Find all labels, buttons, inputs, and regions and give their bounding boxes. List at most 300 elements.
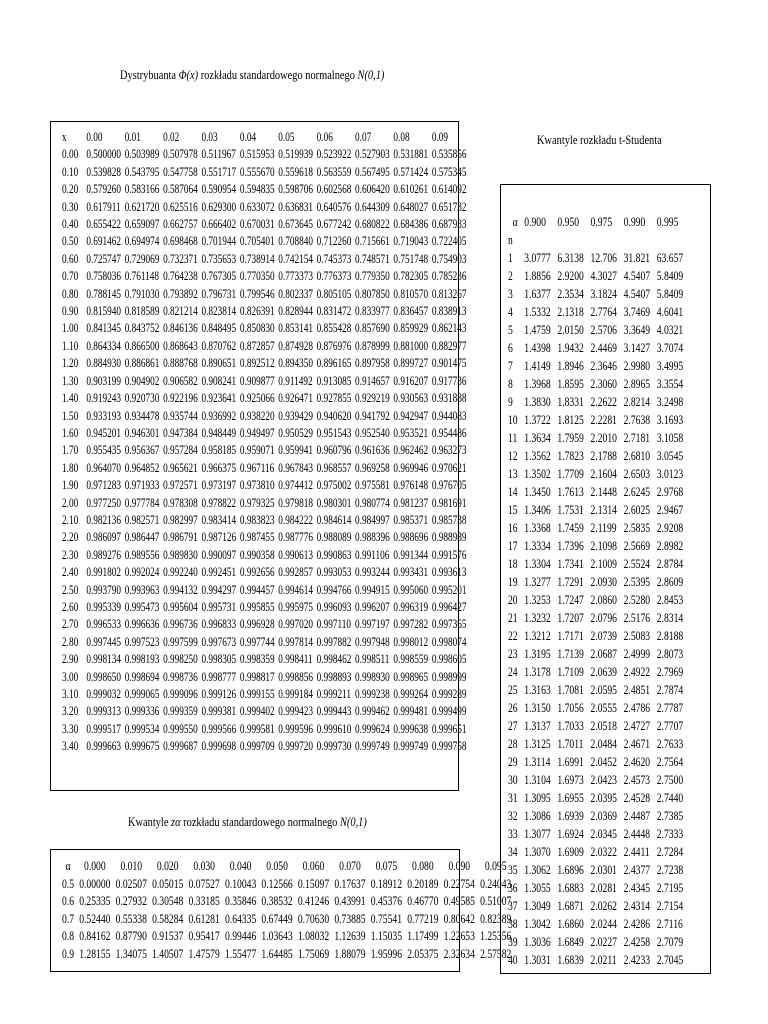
phi-cell: 0.980774 bbox=[355, 495, 390, 510]
phi-cell: 0.973810 bbox=[239, 478, 275, 493]
t-header-cell bbox=[518, 231, 551, 249]
t-cell: 1.7709 bbox=[557, 466, 584, 481]
t-cell: 1.8125 bbox=[557, 412, 584, 427]
phi-cell: 0.977784 bbox=[124, 495, 160, 510]
t-cell: 2.0687 bbox=[590, 646, 617, 661]
phi-cell: 0.992857 bbox=[278, 565, 313, 580]
phi-cell: 0.651732 bbox=[431, 199, 467, 214]
t-cell: 1.4149 bbox=[524, 358, 551, 373]
t-cell: 5.8409 bbox=[656, 268, 684, 283]
t-cell: 1.7959 bbox=[557, 430, 584, 445]
t-row-label: 6 bbox=[508, 340, 513, 355]
t-row bbox=[508, 357, 683, 375]
phi-cell: 0.917736 bbox=[431, 373, 467, 388]
t-cell: 2.0345 bbox=[590, 826, 617, 841]
phi-cell: 0.876976 bbox=[316, 338, 352, 353]
nq-cell: 1.08032 bbox=[297, 928, 330, 943]
nq-cell: 0.87790 bbox=[115, 928, 147, 943]
phi-row-label: 1.80 bbox=[62, 460, 79, 475]
phi-cell: 0.998134 bbox=[86, 652, 122, 667]
phi-cell: 0.515953 bbox=[239, 147, 275, 162]
phi-cell: 0.999651 bbox=[431, 721, 467, 736]
phi-title-symbol: Φ(x) bbox=[178, 67, 199, 82]
phi-cell: 0.994766 bbox=[316, 582, 352, 597]
phi-cell: 0.935744 bbox=[163, 408, 198, 423]
phi-row-label: 0.90 bbox=[62, 304, 79, 319]
t-row bbox=[508, 933, 683, 951]
phi-row bbox=[62, 286, 467, 303]
t-row-label: 4 bbox=[508, 304, 513, 319]
phi-cell: 0.954486 bbox=[431, 425, 467, 440]
t-cell: 1.3104 bbox=[524, 772, 551, 787]
nq-cell: 0.15097 bbox=[297, 875, 330, 891]
t-cell: 1.4759 bbox=[524, 322, 551, 337]
phi-cell: 0.999624 bbox=[355, 721, 390, 736]
t-cell: 2.4851 bbox=[623, 682, 651, 697]
phi-cell: 0.886861 bbox=[124, 356, 160, 371]
phi-cell: 0.940620 bbox=[316, 408, 352, 423]
t-row-label: 26 bbox=[508, 700, 518, 715]
phi-cell: 0.964852 bbox=[124, 460, 160, 475]
phi-row-label: 2.50 bbox=[62, 582, 79, 597]
nq-header-cell: α bbox=[65, 858, 71, 873]
t-cell: 2.8965 bbox=[623, 376, 651, 391]
phi-cell: 0.973197 bbox=[201, 478, 237, 493]
t-row-label: 34 bbox=[508, 844, 518, 859]
t-cell: 1.3232 bbox=[524, 610, 551, 625]
phi-cell: 0.884930 bbox=[86, 356, 122, 371]
t-row-label: 17 bbox=[508, 538, 518, 553]
phi-cell: 0.995855 bbox=[239, 599, 275, 614]
phi-cell: 0.961636 bbox=[355, 443, 390, 458]
phi-cell: 0.904902 bbox=[124, 373, 160, 388]
phi-row bbox=[62, 355, 467, 372]
phi-cell: 0.991344 bbox=[393, 547, 429, 562]
phi-cell: 0.945201 bbox=[86, 425, 122, 440]
nq-cell: 0.45376 bbox=[370, 893, 403, 908]
t-cell: 2.4233 bbox=[623, 952, 651, 967]
phi-cell: 0.992451 bbox=[201, 565, 237, 580]
phi-cell: 0.964070 bbox=[86, 460, 122, 475]
t-cell: 2.0930 bbox=[590, 574, 617, 589]
t-cell: 2.5669 bbox=[623, 538, 651, 553]
t-row bbox=[508, 267, 683, 285]
t-cell: 2.9467 bbox=[656, 502, 684, 517]
t-cell: 1.7207 bbox=[557, 610, 584, 625]
t-cell: 2.5083 bbox=[623, 628, 651, 643]
t-row bbox=[508, 447, 683, 465]
phi-cell: 0.896165 bbox=[316, 356, 352, 371]
nq-cell: 0.38532 bbox=[261, 893, 293, 908]
phi-cell: 0.999481 bbox=[393, 704, 429, 719]
phi-cell: 0.999566 bbox=[201, 721, 237, 736]
phi-cell: 0.908241 bbox=[201, 373, 237, 388]
phi-cell: 0.587064 bbox=[163, 182, 198, 197]
nq-cell: 1.75069 bbox=[297, 945, 330, 961]
phi-cell: 0.640576 bbox=[316, 199, 352, 214]
phi-cell: 0.996736 bbox=[163, 617, 198, 632]
phi-cell: 0.959941 bbox=[278, 443, 313, 458]
t-cell: 2.7284 bbox=[656, 844, 684, 859]
t-cell: 2.5176 bbox=[623, 610, 651, 625]
t-row-label: 29 bbox=[508, 754, 518, 769]
phi-row bbox=[62, 582, 467, 599]
phi-cell: 0.729069 bbox=[124, 251, 160, 266]
phi-cell: 0.986097 bbox=[86, 530, 122, 545]
phi-cell: 0.579260 bbox=[86, 182, 122, 197]
nq-cell: 0.52440 bbox=[79, 910, 111, 926]
phi-cell: 0.976705 bbox=[431, 478, 467, 493]
t-cell: 31.821 bbox=[623, 250, 651, 265]
phi-cell: 0.985371 bbox=[393, 512, 429, 527]
nq-cell: 1.03643 bbox=[261, 928, 293, 943]
phi-row bbox=[62, 251, 467, 268]
phi-cell: 0.788145 bbox=[86, 286, 122, 301]
t-cell: 2.7707 bbox=[656, 718, 684, 733]
t-cell: 3.4995 bbox=[656, 358, 684, 373]
phi-row-label: 0.80 bbox=[62, 286, 79, 301]
t-cell: 2.0211 bbox=[590, 952, 617, 967]
t-row bbox=[508, 627, 683, 645]
t-table bbox=[508, 213, 683, 969]
phi-cell: 0.984997 bbox=[355, 512, 390, 527]
nq-cell: 0.30548 bbox=[152, 893, 184, 908]
phi-title-prefix: Dystrybuanta bbox=[120, 67, 179, 82]
t-row-label: 7 bbox=[508, 358, 513, 373]
phi-cell: 0.680822 bbox=[355, 217, 390, 232]
nq-cell: 0.95417 bbox=[188, 928, 220, 943]
phi-header-cell: 0.08 bbox=[393, 130, 410, 144]
phi-cell: 0.888768 bbox=[163, 356, 198, 371]
phi-row bbox=[62, 651, 467, 668]
phi-row-label: 3.20 bbox=[62, 704, 79, 719]
phi-cell: 0.978308 bbox=[163, 495, 198, 510]
phi-row bbox=[62, 669, 467, 686]
phi-cell: 0.999126 bbox=[201, 687, 237, 701]
t-row-label: 27 bbox=[508, 718, 518, 733]
phi-cell: 0.606420 bbox=[355, 182, 390, 197]
t-row-label: 14 bbox=[508, 484, 518, 499]
phi-row-label: 0.60 bbox=[62, 251, 79, 266]
phi-row-label: 0.40 bbox=[62, 217, 79, 232]
phi-cell: 0.761148 bbox=[124, 269, 160, 284]
phi-cell: 0.701944 bbox=[201, 234, 237, 249]
nq-cell: 0.22754 bbox=[443, 875, 475, 891]
t-cell: 2.0484 bbox=[590, 736, 617, 751]
phi-cell: 0.598706 bbox=[278, 182, 313, 197]
nq-row bbox=[62, 892, 511, 910]
t-cell: 2.4411 bbox=[623, 844, 650, 859]
nq-cell: 0.82389 bbox=[480, 910, 512, 926]
phi-cell: 0.758036 bbox=[86, 269, 122, 284]
t-row bbox=[508, 573, 683, 591]
phi-row-label: 2.30 bbox=[62, 547, 79, 562]
phi-cell: 0.994614 bbox=[278, 582, 313, 597]
t-cell: 2.4573 bbox=[623, 772, 651, 787]
phi-cell: 0.655422 bbox=[86, 217, 122, 232]
phi-row-label: 0.00 bbox=[62, 147, 79, 162]
t-cell: 2.4448 bbox=[623, 826, 651, 841]
nq-cell: 1.47579 bbox=[188, 945, 220, 961]
t-cell: 3.2498 bbox=[656, 394, 684, 409]
t-cell: 2.7154 bbox=[656, 898, 684, 913]
nq-cell: 0.43991 bbox=[334, 893, 366, 908]
phi-cell: 0.998650 bbox=[86, 669, 122, 684]
t-row-label: 15 bbox=[508, 502, 518, 517]
t-cell: 2.3534 bbox=[557, 286, 584, 301]
phi-cell: 0.848495 bbox=[201, 321, 237, 336]
phi-cell: 0.998999 bbox=[431, 669, 467, 684]
phi-cell: 0.666402 bbox=[201, 217, 237, 232]
nq-cell: 0.12566 bbox=[261, 875, 293, 891]
phi-cell: 0.993790 bbox=[86, 582, 122, 597]
phi-cell: 0.999720 bbox=[278, 739, 313, 754]
phi-cell: 0.796731 bbox=[201, 286, 237, 301]
t-cell: 3.7074 bbox=[656, 340, 684, 355]
t-cell: 4.0321 bbox=[656, 322, 684, 337]
t-row bbox=[508, 411, 683, 429]
phi-cell: 0.999698 bbox=[201, 739, 237, 754]
nq-cell: 0.18912 bbox=[370, 875, 403, 891]
phi-row bbox=[62, 233, 467, 250]
phi-cell: 0.997365 bbox=[431, 617, 467, 632]
t-cell: 2.7238 bbox=[656, 862, 684, 877]
t-cell: 2.8784 bbox=[656, 556, 684, 571]
t-cell: 2.7045 bbox=[656, 952, 684, 967]
phi-cell: 0.987126 bbox=[201, 530, 237, 545]
t-cell: 1.3406 bbox=[524, 502, 551, 517]
t-cell: 2.9768 bbox=[656, 484, 684, 499]
phi-cell: 0.969258 bbox=[355, 460, 390, 475]
t-cell: 1.6839 bbox=[557, 952, 584, 967]
phi-cell: 0.862143 bbox=[431, 321, 467, 336]
t-cell: 2.4999 bbox=[623, 646, 651, 661]
t-row bbox=[508, 609, 683, 627]
phi-cell: 0.997523 bbox=[124, 634, 160, 649]
phi-cell: 0.948449 bbox=[201, 425, 237, 440]
phi-cell: 0.926471 bbox=[278, 391, 313, 406]
t-row bbox=[508, 375, 683, 393]
phi-cell: 0.997882 bbox=[316, 634, 352, 649]
nq-cell: 0.20189 bbox=[407, 875, 439, 891]
t-row bbox=[508, 951, 683, 969]
t-cell: 1.3070 bbox=[524, 844, 551, 859]
phi-cell: 0.997948 bbox=[355, 634, 390, 649]
t-cell: 2.8314 bbox=[656, 610, 684, 625]
phi-cell: 0.539828 bbox=[86, 164, 122, 179]
nq-cell: 0.27932 bbox=[115, 893, 147, 908]
t-row bbox=[508, 879, 683, 897]
phi-cell: 0.722405 bbox=[431, 234, 467, 249]
t-cell: 2.4345 bbox=[623, 880, 651, 895]
phi-cell: 0.999499 bbox=[431, 704, 467, 719]
t-cell: 2.4786 bbox=[623, 700, 651, 715]
t-cell: 1.6860 bbox=[557, 916, 584, 931]
phi-cell: 0.773373 bbox=[278, 269, 313, 284]
phi-cell: 0.807850 bbox=[355, 286, 390, 301]
t-header-cell: 0.995 bbox=[656, 214, 679, 229]
phi-cell: 0.531881 bbox=[393, 147, 429, 162]
phi-cell: 0.990863 bbox=[316, 547, 352, 562]
phi-cell: 0.857690 bbox=[355, 321, 390, 336]
t-row bbox=[508, 483, 683, 501]
t-row bbox=[508, 591, 683, 609]
phi-cell: 0.999534 bbox=[124, 721, 160, 736]
t-row bbox=[508, 663, 683, 681]
phi-title-mid: rozkładu standardowego normalnego bbox=[198, 67, 358, 82]
phi-cell: 0.998965 bbox=[393, 669, 429, 684]
phi-cell: 0.779350 bbox=[355, 269, 390, 284]
t-cell: 3.7469 bbox=[623, 304, 651, 319]
nq-cell: 0.84162 bbox=[79, 928, 111, 943]
t-row bbox=[508, 537, 683, 555]
phi-cell: 0.815940 bbox=[86, 304, 122, 319]
nq-cell: 1.88079 bbox=[334, 945, 366, 961]
nq-header-cell: 0.030 bbox=[193, 858, 215, 873]
t-row bbox=[508, 555, 683, 573]
phi-cell: 0.998893 bbox=[316, 669, 352, 684]
nq-header-cell: 0.000 bbox=[84, 858, 106, 873]
phi-row bbox=[62, 703, 467, 720]
t-cell: 1.7341 bbox=[557, 556, 584, 571]
phi-cell: 0.992024 bbox=[124, 565, 160, 580]
nq-header-cell: 0.050 bbox=[266, 858, 288, 873]
phi-cell: 0.989556 bbox=[124, 547, 160, 562]
t-header-cell: 0.990 bbox=[623, 214, 646, 229]
phi-cell: 0.998411 bbox=[278, 652, 313, 667]
normal-quantiles-title bbox=[128, 814, 367, 830]
t-cell: 3.1427 bbox=[623, 340, 651, 355]
t-cell: 2.4286 bbox=[623, 916, 651, 931]
phi-cell: 0.881000 bbox=[393, 338, 429, 353]
phi-cell: 0.813267 bbox=[431, 286, 467, 301]
t-cell: 1.3722 bbox=[524, 412, 551, 427]
phi-cell: 0.999675 bbox=[124, 739, 160, 754]
phi-cell: 0.997282 bbox=[393, 617, 429, 632]
phi-cell: 0.644309 bbox=[355, 199, 390, 214]
phi-cell: 0.999709 bbox=[239, 739, 275, 754]
t-cell: 2.1098 bbox=[590, 538, 617, 553]
nq-cell: 1.64485 bbox=[261, 945, 293, 961]
phi-cell: 0.785236 bbox=[431, 269, 467, 284]
nq-cell: 1.12639 bbox=[334, 928, 366, 943]
phi-cell: 0.500000 bbox=[86, 147, 122, 162]
nq-cell: 0.61281 bbox=[188, 910, 220, 926]
t-cell: 1.3049 bbox=[524, 898, 551, 913]
phi-cell: 0.833977 bbox=[355, 304, 390, 319]
phi-cell: 0.997197 bbox=[355, 617, 390, 632]
t-row bbox=[508, 915, 683, 933]
phi-cell: 0.998930 bbox=[355, 669, 390, 684]
t-row-label: 37 bbox=[508, 898, 518, 913]
t-cell: 2.9200 bbox=[557, 268, 584, 283]
phi-cell: 0.969946 bbox=[393, 460, 429, 475]
t-cell: 2.8188 bbox=[656, 628, 684, 643]
t-cell: 1.4398 bbox=[524, 340, 551, 355]
phi-row-label: 2.80 bbox=[62, 634, 79, 649]
nq-cell: 1.28155 bbox=[79, 945, 111, 961]
nq-row-label: 0.7 bbox=[62, 910, 75, 926]
phi-cell: 0.979325 bbox=[239, 495, 275, 510]
phi-cell: 0.997020 bbox=[278, 617, 313, 632]
phi-cell: 0.742154 bbox=[278, 251, 313, 266]
phi-cell: 0.916207 bbox=[393, 373, 429, 388]
t-cell: 1.3055 bbox=[524, 880, 551, 895]
t-cell: 1.7011 bbox=[557, 736, 584, 751]
phi-cell: 0.936992 bbox=[201, 408, 237, 423]
nq-cell: 1.34075 bbox=[115, 945, 147, 961]
t-cell: 1.3212 bbox=[524, 628, 551, 643]
phi-cell: 0.994132 bbox=[163, 582, 198, 597]
t-row-label: 38 bbox=[508, 916, 518, 931]
phi-cell: 0.998074 bbox=[431, 634, 467, 649]
phi-cell: 0.999687 bbox=[163, 739, 198, 754]
phi-cell: 0.942947 bbox=[393, 408, 429, 423]
nq-header-cell: 0.095 bbox=[484, 858, 507, 873]
t-row bbox=[508, 897, 683, 915]
phi-cell: 0.996833 bbox=[201, 617, 237, 632]
phi-cell: 0.990358 bbox=[239, 547, 275, 562]
phi-cell: 0.996636 bbox=[124, 617, 160, 632]
phi-row bbox=[62, 199, 467, 216]
phi-cell: 0.999402 bbox=[239, 704, 275, 719]
phi-cell: 0.523922 bbox=[316, 147, 352, 162]
phi-cell: 0.988396 bbox=[355, 530, 390, 545]
t-cell: 3.1058 bbox=[656, 430, 684, 445]
phi-cell: 0.929219 bbox=[355, 391, 390, 406]
phi-cell: 0.997744 bbox=[239, 634, 275, 649]
phi-cell: 0.963273 bbox=[431, 443, 467, 458]
phi-row-label: 2.20 bbox=[62, 530, 79, 545]
phi-cell: 0.633072 bbox=[239, 199, 275, 214]
t-cell: 2.7787 bbox=[656, 700, 684, 715]
phi-cell: 0.993963 bbox=[124, 582, 160, 597]
phi-cell: 0.922196 bbox=[163, 391, 198, 406]
nq-cell: 1.25356 bbox=[480, 928, 512, 943]
t-row bbox=[508, 681, 683, 699]
t-row bbox=[508, 501, 683, 519]
nq-cell: 1.17499 bbox=[407, 928, 439, 943]
phi-row bbox=[62, 477, 467, 494]
t-row-label: 32 bbox=[508, 808, 518, 823]
phi-cell: 0.967843 bbox=[278, 460, 313, 475]
phi-cell: 0.996427 bbox=[431, 599, 467, 614]
t-row bbox=[508, 861, 683, 879]
t-row bbox=[508, 321, 683, 339]
t-row bbox=[508, 429, 683, 447]
phi-cell: 0.705401 bbox=[239, 234, 275, 249]
t-cell: 1.3042 bbox=[524, 916, 551, 931]
nq-cell: 0.55338 bbox=[115, 910, 147, 926]
phi-cell: 0.970621 bbox=[431, 460, 467, 475]
t-cell: 2.0555 bbox=[590, 700, 617, 715]
t-cell: 2.4314 bbox=[623, 898, 651, 913]
t-cell: 2.6025 bbox=[623, 502, 651, 517]
phi-cell: 0.625516 bbox=[163, 199, 198, 214]
phi-row bbox=[62, 460, 467, 477]
t-row-label: 24 bbox=[508, 664, 518, 679]
phi-row bbox=[62, 529, 467, 546]
t-cell: 1.3125 bbox=[524, 736, 551, 751]
phi-cell: 0.999423 bbox=[278, 704, 313, 719]
t-cell: 3.0545 bbox=[656, 448, 684, 463]
phi-cell: 0.994915 bbox=[355, 582, 390, 597]
t-cell: 2.5280 bbox=[623, 592, 651, 607]
t-cell: 2.1604 bbox=[590, 466, 617, 481]
t-cell: 1.7056 bbox=[557, 700, 584, 715]
nq-row bbox=[62, 927, 511, 945]
phi-cell: 0.952540 bbox=[355, 425, 390, 440]
